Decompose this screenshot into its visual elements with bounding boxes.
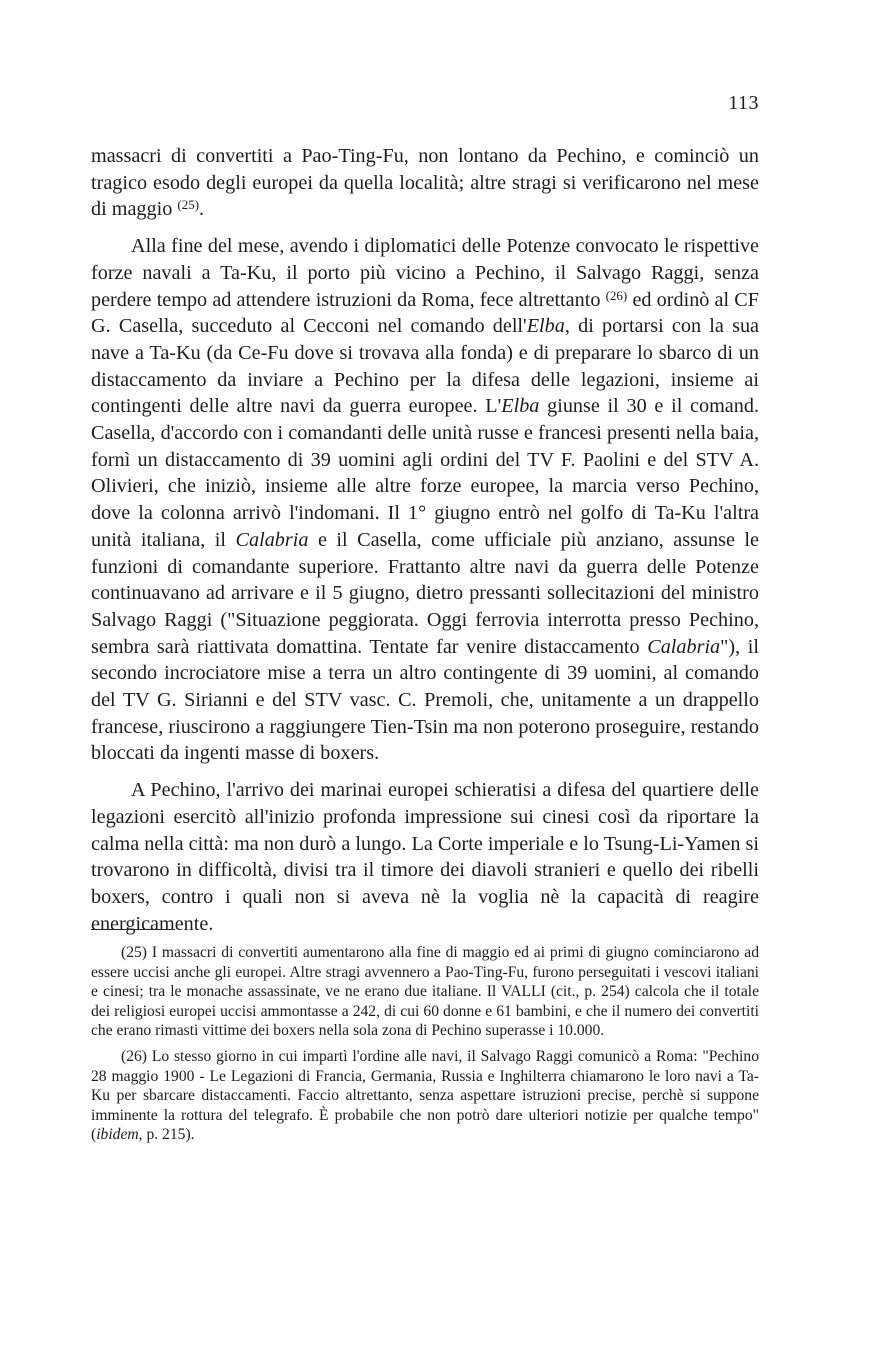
ship-name-calabria: Calabria [235,528,309,551]
paragraph-2-text-b: ed ordinò al CF G. Casella, succeduto al Cecconi nel comando dell' [91,288,759,338]
footnote-separator [91,929,175,930]
paragraph-2-text-d: giunse il 30 e il comand. Casella, d'accordo con i comandanti delle unità russe e francesi presenti nella baia, fornì un distaccamento di 39 uomini agli ordini del TV F. Paolini e del STV A. Olivieri, che iniziò, insieme alle altre forze europee, la marcia verso Pechino, dove la colonna arrivò l'indomani. Il 1° giugno entrò nel golfo di Ta-Ku l'altra unità italiana, il [91,395,759,551]
paragraph-1-end: . [199,198,205,221]
footnotes [91,943,759,1151]
paragraph-2-text-e: e il Casella, come ufficiale più anziano, assunse le funzioni di comandante superiore. Frattanto altre navi da guerra delle Potenze continuavano ad arrivare e il 5 giugno, dietro pressanti sollecitazioni del ministro Salvago Raggi ("Situazione peggiorata. Oggi ferrovia interrotta presso Pechino, sembra sarà riattivata domattina. Tentate far venire distaccamento [91,528,759,658]
footnote-26 [91,1047,759,1145]
ship-name-elba: Elba [526,315,565,338]
paragraph-3-text: A Pechino, l'arrivo dei marinai europei schieratisi a difesa del quartiere delle legazioni esercitò all'inizio profonda impressione sui cinesi così da riportare la calma nella città: ma non durò a lungo. La Corte imperiale e lo Tsung-Li-Yamen si trovarono in difficoltà, divisi tra il timore dei diavoli stranieri e quello dei ribelli boxers, contro i quali non si aveva nè la voglia nè la capacità di reagire energicamente. [91,779,759,935]
paragraph-3 [91,777,759,937]
paragraph-2 [91,233,759,767]
footnote-26-text-b: , p. 215). [138,1126,195,1144]
footnote-26-ibidem: ibidem [96,1126,139,1144]
body-text [91,143,759,947]
ship-name-elba: Elba [501,395,540,418]
footnote-25-text: (25) I massacri di convertiti aumentarono alla fine di maggio ed ai primi di giugno cominciarono ad essere uccisi anche gli europei. Altre stragi avvennero a Pao-Ting-Fu, furono perseguitati i vescovi italiani e cinesi; tra le monache assassinate, ve ne erano due italiane. Il VALLI (cit., p. 254) calcola che il totale dei religiosi europei uccisi ammontasse a 242, di cui 60 donne e 61 bambini, e che il numero dei convertiti che erano rimasti vittime dei boxers nella sola zona di Pechino superasse i 10.000. [91,944,759,1040]
paragraph-2-text-f: "), il secondo incrociatore mise a terra un altro contingente di 39 uomini, al comando del TV G. Sirianni e del STV vasc. C. Premoli, che, unitamente a un drappello francese, riuscirono a raggiungere Tien-Tsin ma non poterono proseguire, restando bloccati da ingenti masse di boxers. [91,635,759,765]
ship-name-calabria: Calabria [647,635,721,658]
footnote-26-text-a: (26) Lo stesso giorno in cui impartì l'ordine alle navi, il Salvago Raggi comunicò a Roma: "Pechino 28 maggio 1900 - Le Legazioni di Francia, Germania, Russia e Inghilterra chiamarono le loro navi a Ta-Ku per sbarcare distaccamenti. Faccio altrettanto, senza aspettare istruzioni precise, perchè si suppone imminente la rottura del telegrafo. È probabile che non potrò dare ulteriori notizie per qualche tempo" ( [91,1047,759,1144]
paragraph-1-text: massacri di convertiti a Pao-Ting-Fu, non lontano da Pechino, e cominciò un tragico esodo degli europei da quella località; altre stragi si verificarono nel mese di maggio [91,145,759,221]
paragraph-2-text-c: , di portarsi con la sua nave a Ta-Ku (da Ce-Fu dove si trovava alla fonda) e di preparare lo sbarco di un distaccamento da inviare a Pechino per la difesa delle legazioni, insieme ai contingenti delle altre navi da guerra europee. L' [91,315,760,418]
paragraph-2-text-a: Alla fine del mese, avendo i diplomatici delle Potenze convocato le rispettive forze navali a Ta-Ku, il porto più vicino a Pechino, il Salvago Raggi, senza perdere tempo ad attendere istruzioni da Roma, fece altrettanto [91,235,759,311]
footnote-ref-25: (25) [177,197,200,213]
page-number: 113 [728,92,759,114]
footnote-ref-26: (26) [605,287,628,303]
paragraph-1 [91,143,759,223]
footnote-25 [91,943,759,1041]
